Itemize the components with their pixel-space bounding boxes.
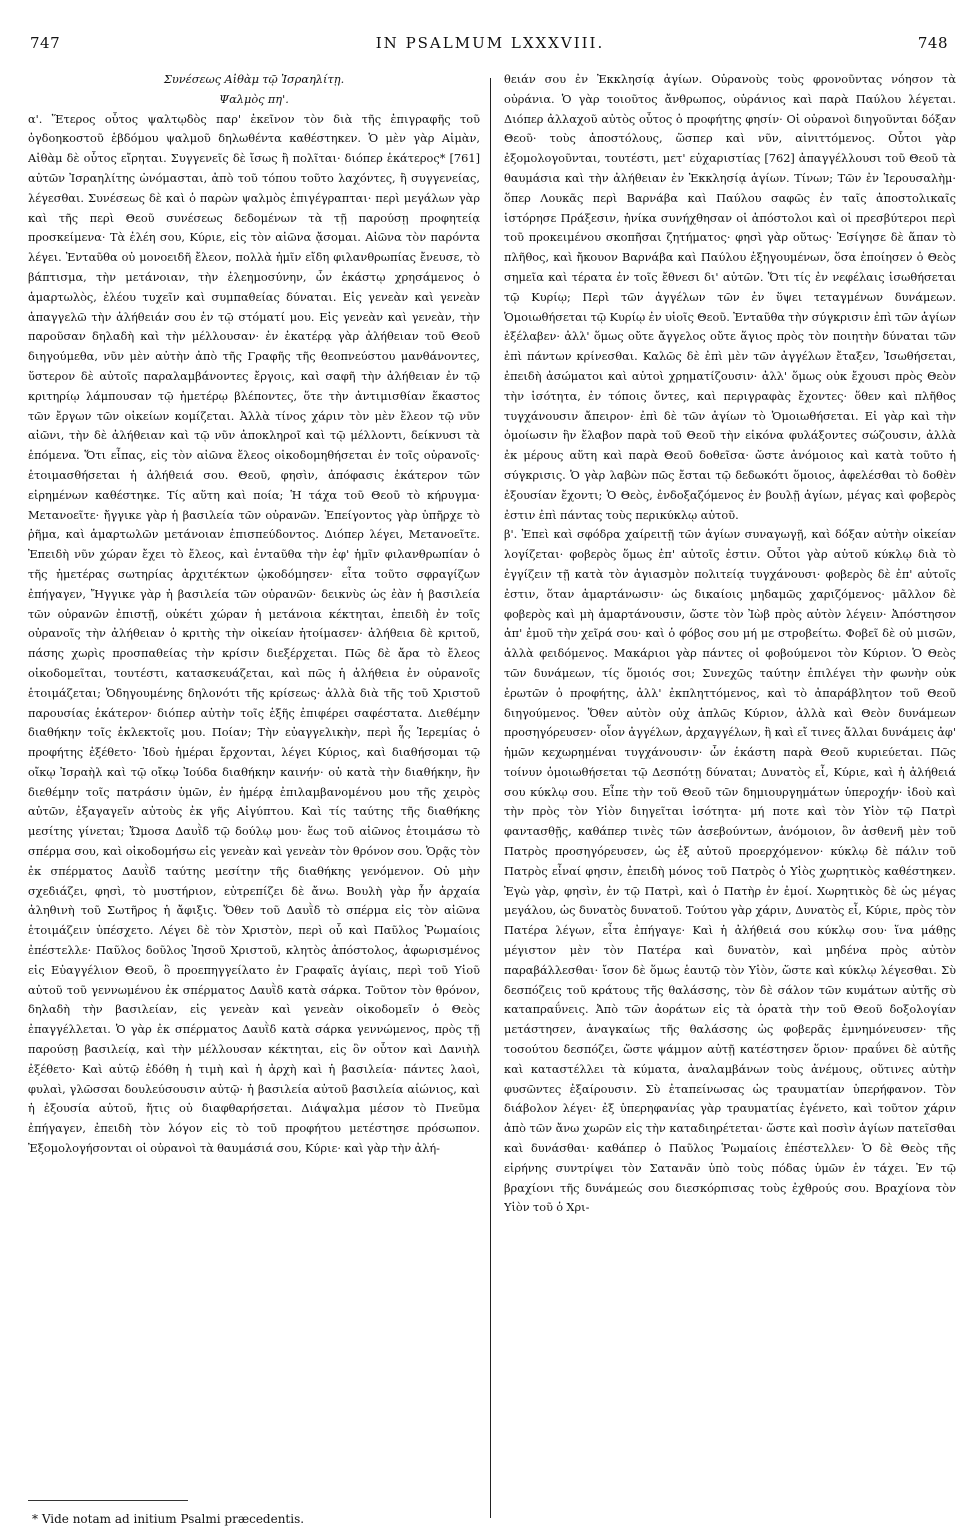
psalm-number: Ψαλμὸς πη'. [219, 91, 289, 106]
right-column-text-2: β'. Ἐπεὶ καὶ σφόδρα χαίρειτῇ τῶν ἁγίων συναγωγῇ, καὶ δόξαν αὐτὴν οἰκείαν λογίζεται· φοβερὸς ὅμως ἐπ' αὐτοῖς ἐστιν. Οὗτοι γὰρ αὐτοῦ κύκλῳ διὰ τὸ ἐγγίζειν τῇ κατὰ τὸν ἁγιασμὸν πολιτείᾳ τυγχάνουσι· φοβερὸς δὲ ἐπ' αὐτοῖς ἐστιν, ὅταν ἁμαρτάνωσιν· ὡς δικαίοις μηδαμῶς χαριζόμενος· μᾶλλον δὲ φοβερὸς καὶ μὴ ἁμαρτάνουσιν, ὥστε τὸν Ἰὼβ πρὸς αὐτὸν λέγειν· Ἀπόστησον ἀπ' ἐμοῦ τὴν χεῖρά σου· καὶ ὁ φόβος σου μή με στροβείτω. Φοβεῖ δὲ οὐ μισῶν, ἀλλὰ φειδόμενος. Μακάριοι γὰρ πάντες οἱ φοβούμενοι τὸν Κύριον. Ὁ Θεὸς τῶν δυνάμεων, τίς ὅμοιός σοι; Συνεχῶς ταύτην ἐπιλέγει τὴν φωνὴν οὐκ ἐρωτῶν ὁ προφήτης, ἀλλ' ἐκπληττόμενος, καὶ τὸ ἀπαράβλητον τοῦ Θεοῦ διηγούμενος. Ὅθεν αὐτὸν οὐχ ἁπλῶς Κύριον, ἀλλὰ καὶ Θεὸν δυνάμεων προσηγόρευσεν· οἷον ἀγγέλων, ἀρχαγγέλων, ἢ καὶ εἴ τινες ἄλλαι δυνάμεις ἀφ' ἡμῶν κεχωρημέναι τυγχάνουσιν· ὧν ἑκάστη παρὰ Θεοῦ κυριεύεται. Πῶς τοίνυν ὁμοιωθήσεται τῷ Δεσπότῃ δύναται; Δυνατὸς εἶ, Κύριε, καὶ ἡ ἀλήθειά σου κύκλῳ σου. Εἶπε τὴν τοῦ Θεοῦ τῶν δημιουργημάτων ὑπεροχήν· ἰδοὺ καὶ τὴν πρὸς τὸν Υἱὸν διηγεῖται ἰσότητα· μή ποτε καὶ τὸν Υἱὸν τῷ Πατρὶ φαντασθῇς, καθάπερ τινὲς τῶν ἀσεβούντων, ἀνόμοιον, ὂν ἀσθενῆ μὲν τοῦ Πατρὸς προσηγόρευσεν, ὡς ἐξ αὐτοῦ προερχόμενον· κύκλῳ δὲ πάλιν τοῦ Πατρὸς εἶναί φησιν, ἐπειδὴ μόνος τοῦ Πατρὸς ὁ Υἱὸς χωρητικὸς καθέστηκεν. Ἐγὼ γὰρ, φησὶν, ἐν τῷ Πατρὶ, καὶ ὁ Πατὴρ ἐν ἐμοί. Χωρητικὸς δὲ ὡς μέγας μεγάλου, ὡς δυνατὸς δυνατοῦ. Τούτου γὰρ χάριν, Δυνατὸς εἶ, Κύριε, πρὸς τὸν Πατέρα λέγων, εἶτα ἐπήγαγε· Καὶ ἡ ἀλήθειά σου κύκλῳ σου· ἵνα μάθῃς μέγιστον μὲν τὸν Πατέρα καὶ δυνατὸν, καὶ μηδένα πρὸς αὐτὸν παραβάλλεσθαι· ἴσον δὲ ὅμως ἑαυτῷ τὸν Υἱὸν, ὥστε καὶ κύκλῳ λέγεσθαι. Σὺ δεσπόζεις τοῦ κράτους τῆς θαλάσσης, τὸν δὲ σάλον τῶν κυμάτων αὐτῆς σὺ καταπραΰνεις. Ἀπὸ τῶν ἀοράτων εἰς τὰ ὁρατὰ τὴν τοῦ Θεοῦ δοξολογίαν μετάστησεν, ἀναγκαίως τῆς θαλάσσης ὡς φοβερᾶς ἐμνημόνευσεν· τῆς τοσούτου δεσπόζει, ὥστε ψάμμον αὐτῇ κατέστησεν ὅριον· πραΰνει δὲ αὐτῆς καὶ καταστέλλει τὰ κύματα, ἀναλαμβάνων τοὺς ἀνέμους, οὕτινες αὐτὴν φυσῶντες ἐξαίρουσιν. Σὺ ἐταπείνωσας ὡς τραυματίαν ὑπερήφανον. Τὸν διάβολον λέγει· ἐξ ὑπερηφανίας γὰρ τραυματίας ἐγένετο, καὶ τοῦτον χάριν ἀπὸ τῶν ἄνω χωρῶν εἰς τὴν καταδιηρέτεται· ὥστε καὶ ποσὶν ἁγίων πατεῖσθαι καὶ δυνάσθαι· καθάπερ ὁ Παῦλος Ῥωμαίοις ἐπέστελλεν· Ὁ δὲ Θεὸς τῆς εἰρήνης συντρίψει τὸν Σατανᾶν ὑπὸ τοὺς πόδας ὑμῶν ἐν τάχει. Ἐν τῷ βραχίονι τῆς δυνάμεώς σου διεσκόρπισας τοὺς ἐχθρούς σου. Βραχίονα τὸν Υἱὸν τοῦ ὁ Χρι- [504, 527, 956, 1215]
right-column [504, 70, 956, 1485]
page-header [0, 0, 980, 70]
footnote: * Vide notam ad initium Psalmi præcedentis. [32, 1512, 305, 1526]
psalm-heading: Συνέσεως Αἰθὰμ τῷ Ἰσραηλίτῃ. [163, 72, 345, 86]
page-number-right: 748 [917, 34, 948, 52]
right-column-text-1: θειάν σου ἐν Ἐκκλησίᾳ ἁγίων. Οὐρανοὺς τοὺς φρονοῦντας νόησον τὰ οὐράνια. Ὁ γὰρ τοιοῦτος ἄνθρωπος, οὐράνιος καὶ παρὰ Παύλου λέγεται. Διόπερ ἀλλαχοῦ αὐτὸς οὗτος ὁ προφήτης φησίν· Οἱ οὐρανοὶ διηγοῦνται δόξαν Θεοῦ· τοὺς ἀποστόλους, ὥσπερ καὶ νῦν, αἰνιττόμενος. Οὗτοι γὰρ ἐξομολογοῦνται, τουτέστι, μετ' εὐχαριστίας [762] ἀπαγγέλλουσι τοῦ Θεοῦ τὰ θαυμάσια καὶ τὴν ἀλήθειαν ἐν Ἐκκλησίᾳ ἁγίων. Τίνων; Τῶν ἐν Ἱερουσαλὴμ· ὅπερ Λουκᾶς περὶ Βαρνάβα καὶ Παύλου σαφῶς ἐν ταῖς ἀποστολικαῖς ἱστόρησε Πράξεσιν, ἡνίκα συνήχθησαν οἱ ἀπόστολοι καὶ οἱ πρεσβύτεροι περὶ τοῦ προκειμένου σκοπῆσαι ζητήματος· φησὶ γὰρ οὕτως· Ἐσίγησε δὲ ἅπαν τὸ πλῆθος, καὶ ἤκουον Βαρνάβα καὶ Παύλου ἐξηγουμένων, ὅσα ἐποίησεν ὁ Θεὸς σημεῖα καὶ τέρατα ἐν τοῖς ἔθνεσι δι' αὐτῶν. Ὅτι τίς ἐν νεφέλαις ἰσωθήσεται τῷ Κυρίῳ; Περὶ τῶν ἀγγέλων τῶν ἐν ὕψει τεταγμένων δυνάμεων. Ὁμοιωθήσεται τῷ Κυρίῳ ἐν υἱοῖς Θεοῦ. Ἐνταῦθα τὴν σύγκρισιν ἐπὶ τῶν ἁγίων ἐξέλαβεν· ἀλλ' ὅμως οὔτε ἄγγελος οὔτε ἅγιος πρὸς τὸν ποιητὴν δύναται τῶν ἐπὶ πάντων κρίνεσθαι. Καλῶς δὲ ἐπὶ μὲν τῶν ἀγγέλων ἔταξεν, Ἰσωθήσεται, ἐπειδὴ ἀσώματοι καὶ αὐτοὶ χρηματίζουσιν· ἀλλ' ὅμως οὐκ ἔχουσι πρὸς Θεὸν τὴν ἰσότητα, ἐν τόποις ὄντες, καὶ περιγραφὰς ἔχοντες· ὅθεν καὶ πλῆθος τυγχάνουσιν ἄπειρον· ἐπὶ δὲ τῶν ἁγίων τὸ Ὁμοιωθήσεται. Εἰ γὰρ καὶ τὴν ὁμοίωσιν ἣν ἔλαβον παρὰ τοῦ Θεοῦ τὴν εἰκόνα φυλάξοντες σώζουσιν, ἀλλὰ ἐκ μέρους αὕτη καὶ παρὰ Θεοῦ δοθεῖσα· ὥστε ἀνόμοιος καὶ κατὰ τοῦτο ἡ σύγκρισις. Ὁ γὰρ λαβὼν πῶς ἔσται τῷ δεδωκότι ὅμοιος, ἀφελέσθαι τὸ δοθὲν ἐξουσίαν ἔχοντι; Ὁ Θεὸς, ἐνδοξαζόμενος ἐν βουλῇ ἁγίων, μέγας καὶ φοβερὸς ἐστιν ἐπὶ πάντας τοὺς περικύκλῳ αὐτοῦ. [504, 72, 956, 522]
footnote-rule [28, 1500, 188, 1501]
running-title: IN PSALMUM LXXXVIII. [375, 34, 605, 52]
page-number-left: 747 [30, 34, 61, 52]
column-divider [490, 78, 491, 1518]
left-column-text: α'. Ἕτερος οὗτος ψαλτῳδὸς παρ' ἐκεῖνον τὸν διὰ τῆς ἐπιγραφῆς τοῦ ὀγδοηκοστοῦ ἑβδόμου ψαλμοῦ δηλωθέντα καθέστηκεν. Ὁ μὲν γὰρ Αἰμὰν, Αἰθὰμ δὲ οὗτος εἴρηται. Συγγενεῖς δὲ ἴσως ἢ πολῖται· διόπερ ἑκάτερος* [761] αὐτῶν Ἰσραηλίτης ὠνόμασται, ἀπὸ τοῦ τόπου τοῦτο λαχόντες, ἢ συγγενείας, λέγεσθαι. Συνέσεως δὲ καὶ ὁ παρὼν ψαλμὸς ἐπιγέγραπται· περὶ μεγάλων γὰρ καὶ τῆς περὶ Θεοῦ συνέσεως δεδομένων τὰ τῇ παρούσῃ προφητείᾳ προσκείμενα· Τὰ ἐλέη σου, Κύριε, εἰς τὸν αἰῶνα ᾄσομαι. Αἰῶνα τὸν παρόντα λέγει. Ἐνταῦθα οὐ μονοειδῆ ἔλεον, πολλὰ ἡμῖν εἴδη φιλανθρωπίας ἔνευσε, τὸ βάπτισμα, τὴν μετάνοιαν, τὴν ἐλεημοσύνην, ὧν ἑκάστῳ χρησάμενος ὁ ἁμαρτωλὸς, ἐλέου τυχεῖν καὶ συμπαθείας δύναται. Εἰς γενεὰν καὶ γενεὰν ἀπαγγελῶ τὴν ἀλήθειάν σου ἐν τῷ στόματί μου. Εἰς γενεὰν καὶ γενεὰν, τὴν παροῦσαν δηλαδὴ καὶ τὴν μέλλουσαν· ἐν ἑκατέρᾳ γὰρ ἀλήθειαν τοῦ Θεοῦ διηγούμεθα, νῦν μὲν αὐτὴν ἀπὸ τῆς Γραφῆς τῆς θεοπνεύστου μανθάνοντες, ὕστερον δὲ αὐτοῖς παραλαμβάνοντες ἔργοις, καὶ σαφῆ τὴν ἀλήθειαν ἐν τῷ κριτηρίῳ λάμπουσαν τῷ ἡμετέρῳ βλέποντες, ὅτε τὴν ἀντιμισθίαν ἕκαστος τῶν ἔργων τῶν οἰκείων κομίζεται. Ἀλλὰ τίνος χάριν τὸν μὲν ἔλεον τῷ νῦν αἰῶνι, τὴν δὲ ἀλήθειαν καὶ τῷ νῦν ἀποκληροῖ καὶ τῷ μέλλοντι, δείκνυσι τὰ ἑπόμενα. Ὅτι εἶπας, εἰς τὸν αἰῶνα ἔλεος οἰκοδομηθήσεται ἐν τοῖς οὐρανοῖς· ἑτοιμασθήσεται ἡ ἀλήθειά σου. Θεοῦ, φησὶν, ἀπόφασις ἑκάτερον τῶν εἰρημένων καθέστηκε. Τίς αὕτη καὶ ποία; Ἡ τάχα τοῦ Θεοῦ τὸ κήρυγμα· Μετανοεῖτε· ἤγγικε γὰρ ἡ βασιλεία τῶν οὐρανῶν. Ἐπείγοντος γὰρ ὑπῆρχε τὸ ῥῆμα, καὶ ἁμαρτωλῶν μετάνοιαν ἐπισπεύδοντος. Διόπερ λέγει, Μετανοεῖτε. Ἐπειδὴ νῦν χώραν ἔχει τὸ ἔλεος, καὶ ἐνταῦθα τὴν ἐφ' ἡμῖν φιλανθρωπίαν ὁ τῆς ἡμετέρας σωτηρίας ἀρχιτέκτων ᾠκοδόμησεν· εἶτα τοῦτο σφραγίζων ἐπήγαγεν, Ἤγγικε γὰρ ἡ βασιλεία τῶν οὐρανῶν· δεικνὺς ὡς ἐὰν ἡ βασιλεία τῶν οὐρανῶν ἐπιστῇ, οὐκέτι χώραν ἡ μετάνοια κέκτηται, ἐπειδὴ ἐν τοῖς οὐρανοῖς τὴν ἀλήθειαν ὁ κριτὴς τὴν οἰκείαν ἡτοίμασεν· ἀλήθεια δὲ κριτοῦ, πάσης χωρὶς προσπαθείας τὴν κρίσιν διεξέρχεται. Πῶς δὲ ἄρα τὸ ἔλεος οἰκοδομεῖται, τουτέστι, κατασκευάζεται, καὶ πῶς ἡ ἀλήθεια ἐν οὐρανοῖς ἑτοιμάζεται; Ὁδηγουμένης δηλονότι τῆς κρίσεως· ἀλλὰ διὰ τῆς τοῦ Χριστοῦ παρουσίας ἑκάτερον· διόπερ αὐτὴν τοῖς ἑξῆς ἐπιφέρει σαφέστατα. Διεθέμην διαθήκην τοῖς ἐκλεκτοῖς μου. Ποίαν; Τὴν εὐαγγελικὴν, περὶ ἧς Ἱερεμίας ὁ προφήτης ἐξέθετο· Ἰδοὺ ἡμέραι ἔρχονται, λέγει Κύριος, καὶ διαθήσομαι τῷ οἴκῳ Ἰσραὴλ καὶ τῷ οἴκῳ Ἰούδα διαθήκην καινήν· οὐ κατὰ τὴν διαθήκην, ἣν διεθέμην τοῖς πατράσιν ὑμῶν, ἐν ἡμέρᾳ ἐπιλαμβανομένου μου τῆς χειρὸς αὐτῶν, ἐξαγαγεῖν αὐτοὺς ἐκ γῆς Αἰγύπτου. Καὶ τίς ταύτης τῆς διαθήκης μεσίτης γίνεται; Ὤμοσα Δαυῒδ τῷ δούλῳ μου· ἕως τοῦ αἰῶνος ἑτοιμάσω τὸ σπέρμα σου, καὶ οἰκοδομήσω εἰς γενεὰν καὶ γενεὰν τὸν θρόνον σου. Ὁρᾷς τὸν ἐκ σπέρματος Δαυῒδ ταύτης μεσίτην τῆς διαθήκης γενόμενον. Οὐ μὴν σχεδιάζει, φησὶ, τὸ μυστήριον, εὐτρεπίζει δὲ ἄνω. Βουλὴ γὰρ ἦν ἀρχαία ἀληθινὴ τοῦ Σωτῆρος ἡ ἄφιξις. Ὅθεν τοῦ Δαυῒδ τὸ σπέρμα εἰς τὸν αἰῶνα ἑτοιμάζειν ὑπέσχετο. Λέγει δὲ τὸν Χριστὸν, περὶ οὗ καὶ Παῦλος Ῥωμαίοις ἐπέστελλε· Παῦλος δοῦλος Ἰησοῦ Χριστοῦ, κλητὸς ἀπόστολος, ἀφωρισμένος εἰς Εὐαγγέλιον Θεοῦ, ὃ προεπηγγείλατο ἐν Γραφαῖς ἁγίαις, περὶ τοῦ Υἱοῦ αὐτοῦ τοῦ γεννωμένου ἐκ σπέρματος Δαυῒδ κατὰ σάρκα. Τοῦτον τὸν θρόνον, δηλαδὴ τὴν βασιλείαν, εἰς γενεὰν καὶ γενεὰν οἰκοδομεῖν ὁ Θεὸς ἐπαγγέλλεται. Ὁ γὰρ ἐκ σπέρματος Δαυῒδ κατὰ σάρκα γεννώμενος, πρὸς τῇ παρούσῃ βασιλείᾳ, καὶ τὴν μέλλουσαν κέκτηται, εἰς ὃν οὗτον καὶ Δανιὴλ ἐξέθετο· Καὶ αὐτῷ ἐδόθη ἡ τιμὴ καὶ ἡ ἀρχὴ καὶ ἡ βασιλεία· πάντες λαοὶ, φυλαὶ, γλῶσσαι δουλεύσουσιν αὐτῷ· ἡ βασιλεία αὐτοῦ βασιλεία αἰώνιος, καὶ ἡ ἐξουσία αὐτοῦ, ἥτις οὐ διαφθαρήσεται. Διάψαλμα μέσον τὸ Πνεῦμα ἐπήγαγεν, ἐπειδὴ τὸν λόγον εἰς τὸ τοῦ προφήτου μετέστησε πρόσωπον. Ἐξομολογήσονται οἱ οὐρανοὶ τὰ θαυμάσιά σου, Κύριε· καὶ γὰρ τὴν ἀλή- [28, 111, 480, 1156]
left-column [28, 70, 480, 1485]
